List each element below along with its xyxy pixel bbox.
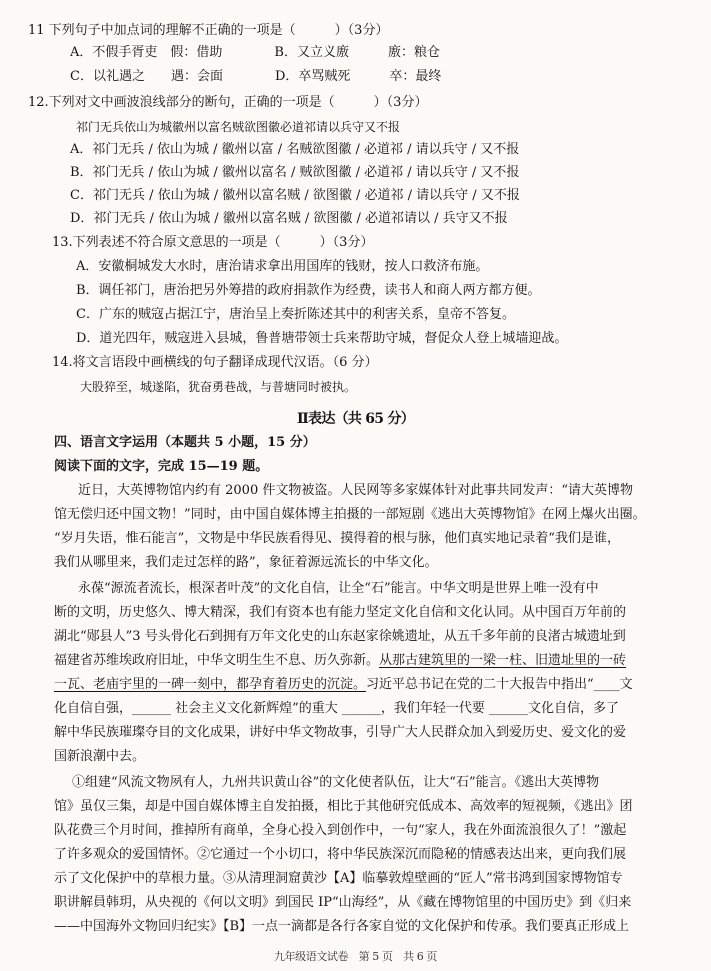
q14-sentence: 大股猝至，城遂陷，犹奋勇巷战，与普塘同时被执。: [80, 380, 357, 394]
reading-instruction: 阅读下面的文字，完成 15—19 题。: [54, 459, 269, 474]
passage-p2-plain: 习近平总书记在党的二十大报告中指出“____文: [366, 677, 633, 692]
passage-p3-line: ①组建“风流文物夙有人，九州共识黄山谷”的文化使者队伍，让大“石”能言。《逃出大英博物: [72, 775, 600, 790]
q11-stem: 11 下列句子中加点词的理解不正确的一项是（ ）（3分）: [28, 23, 389, 38]
passage-p2-line: 永葆“源流者流长，根深者叶茂”的文化自信，让全“石”能言。中华文明是世界上唯一没有中: [78, 581, 599, 596]
passage-p3-line: 了许多观众的爱国情怀。②它通过一个小切口，将中华民族深沉而隐秘的情感表达出来，更向我们展: [54, 847, 627, 862]
passage-p2-line: [54, 650, 626, 672]
passage-p2-plain: 福建省苏维埃政府旧址，中华文明生生不息、历久弥新。: [54, 653, 380, 668]
part4-heading: 四、语言文字运用（本题共 5 小题，15 分）: [54, 435, 316, 450]
passage-p2-line: 国新浪潮中去。: [54, 749, 146, 764]
passage-p1-line: 我们从哪里来，我们走过怎样的路”，象征着源远流长的中华文化。: [54, 555, 438, 570]
passage-p2-line: 湖北“郧县人”3 号头骨化石到拥有万年文化史的山东赵家徐姚遗址，从五千多年前的良渚古城遗址到: [54, 629, 626, 644]
section-title: Ⅱ表达（共 65 分）: [296, 411, 415, 427]
q13-option-b: B．调任祁门，唐治把另外筹措的政府捐款作为经费，读书人和商人两方都方便。: [76, 283, 541, 298]
passage-underlined-sentence: 一瓦、老庙宇里的一碑一刻中，都孕育着历史的沉淀。: [54, 677, 367, 692]
q12-source-text: 祁门无兵依山为城徽州以富名贼欲图徽必道祁请以兵守又不报: [76, 120, 401, 134]
q11-options-ab: A．不假手胥吏 假：借助 B．又立义廒 廒：粮仓: [70, 45, 440, 60]
passage-p3-line: ——中国海外文物回归纪实》【B】一点一滴都是各行各家自觉的文化保护和传承。我们要真正形成上: [54, 919, 630, 934]
passage-p3-line: 队花费三个月时间，推掉所有商单，全身心投入到创作中，一句“家人，我在外面流浪很久了！”激起: [54, 823, 627, 838]
q12-option-d: D．祁门无兵 / 依山为城 / 徽州以富名贼 / 欲图徽 / 必道祁请以 / 兵守又不报: [70, 211, 508, 226]
passage-p2-line: 断的文明，历史悠久、博大精深，我们有资本也有能力坚定文化自信和文化认同。从中国百万年前的: [54, 605, 627, 620]
page-footer: 九年级语文试卷 第 5 页 共 6 页: [274, 950, 437, 963]
q13-option-a: A．安徽桐城发大水时，唐治请求拿出用国库的钱财，按人口救济布施。: [76, 259, 489, 274]
q13-option-c: C．广东的贼寇占据江宁，唐治呈上奏折陈述其中的利害关系，皇帝不答复。: [76, 307, 515, 322]
passage-underlined-sentence: 从那古建筑里的一梁一柱、旧遗址里的一砖: [379, 653, 627, 668]
passage-p3-line: 示了文化保护中的草根力量。③从清理洞窟黄沙【A】临摹敦煌壁画的“匠人”常书鸿到国家博物馆专: [54, 871, 623, 886]
q13-option-d: D．道光四年，贼寇进入县城，鲁普塘带领士兵来帮助守城，督促众人登上城墙迎战。: [76, 331, 568, 346]
q14-stem: 14.将文言语段中画横线的句子翻译成现代汉语。（6 分）: [52, 355, 378, 370]
q12-stem: 12.下列对文中画波浪线部分的断句，正确的一项是（ ）（3分）: [28, 95, 428, 110]
passage-p1-line: 馆无偿归还中国文物！”同时，由中国自媒体博主拍摄的一部短剧《逃出大英博物馆》在网上爆火出圈。: [54, 507, 646, 522]
q12-option-c: C．祁门无兵 / 依山为城 / 徽州以富名贼 / 欲图徽 / 必道祁 / 请以兵守 / 又不报: [70, 188, 520, 203]
passage-p2-line: 解中华民族璀璨夺目的文化成果，讲好中华文物故事，引导广大人民群众加入到爱历史、爱文化的爱: [54, 725, 627, 740]
passage-p2-line: [54, 674, 633, 696]
passage-p3-line: 职讲解員韩玥，从央视的《何以文明》到国民 IP“山海经”，从《藏在博物馆里的中国历史》到《归来: [54, 895, 632, 910]
q13-stem: 13.下列表述不符合原文意思的一项是（ ）（3分）: [52, 235, 374, 250]
passage-p1-line: “岁月失语，惟石能言”，文物是中华民族看得见、摸得着的根与脉，他们真实地记录着“我们是谁，: [54, 531, 620, 546]
q11-options-cd: C．以礼遇之 遇：会面 D．卒骂贼死 卒：最终: [70, 69, 442, 84]
passage-p2-line: 化自信自强，______ 社会主义文化新辉煌”的重大 ______，我们年轻一代要 ______文化自信，多了: [54, 701, 620, 716]
passage-p3-line: 馆》虽仅三集，却是中国自媒体博主自发拍摄，相比于其他研究低成本、高效率的短视频，《逃出》团: [54, 799, 633, 814]
q12-option-a: A．祁门无兵 / 依山为城 / 徽州以富 / 名贼欲图徽 / 必道祁 / 请以兵守 / 又不报: [70, 142, 520, 157]
passage-p1-line: 近日，大英博物馆内约有 2000 件文物被盗。人民网等多家媒体针对此事共同发声：“请大英博物: [78, 483, 633, 498]
q12-option-b: B．祁门无兵 / 依山为城 / 徽州以富名 / 贼欲图徽 / 必道祁 / 请以兵守 / 又不报: [70, 165, 520, 180]
